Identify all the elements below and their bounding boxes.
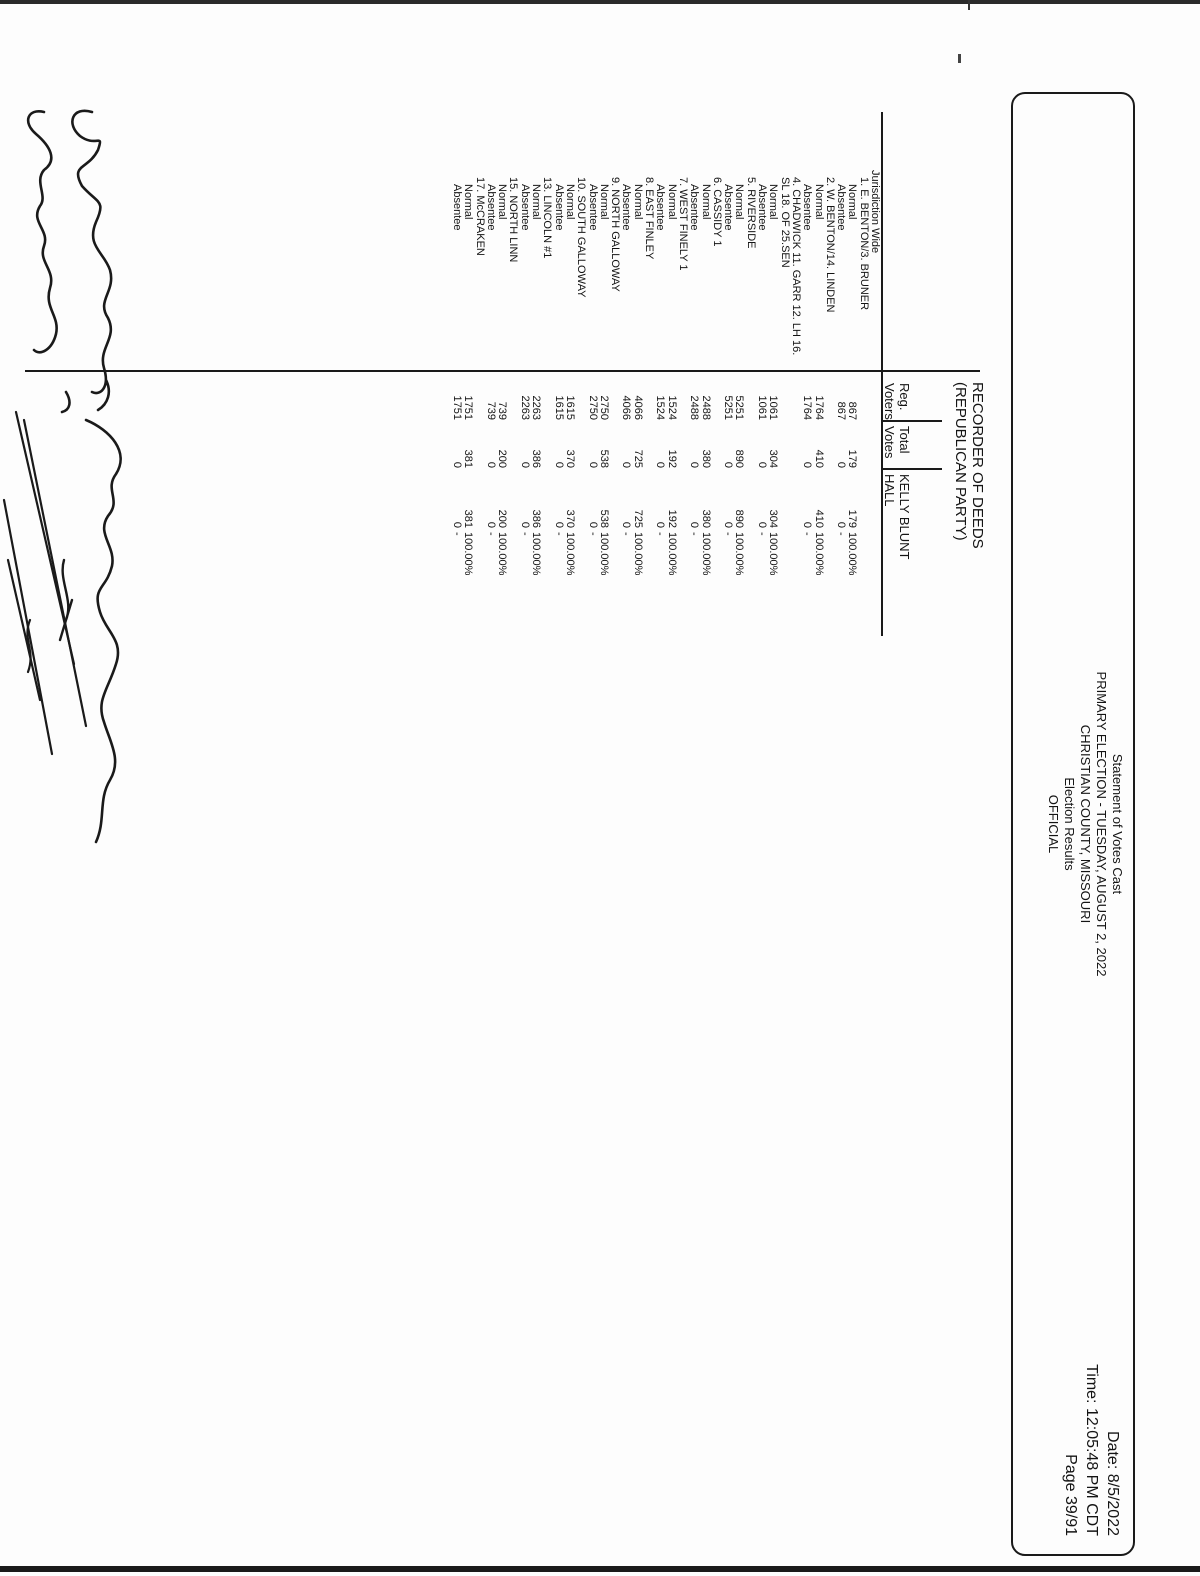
candidate-votes-cell: 0 xyxy=(552,521,565,528)
candidate-votes-cell: 0 xyxy=(620,521,633,528)
candidate-header-line1: KELLY BLUNT xyxy=(897,474,912,560)
total-votes-cell: 0 xyxy=(722,461,735,468)
total-votes-cell: 0 xyxy=(835,461,848,468)
election-name: PRIMARY ELECTION - TUESDAY, AUGUST 2, 2022 xyxy=(1094,671,1109,977)
contest-title: RECORDER OF DEEDS xyxy=(969,382,986,549)
candidate-votes-cell: 192 xyxy=(665,509,678,528)
vote-type-label: Absentee xyxy=(835,184,848,231)
total-votes-cell: 0 xyxy=(484,461,497,468)
candidate-percent-cell: - xyxy=(654,532,667,536)
reg-voters-cell: 1061 xyxy=(767,395,780,420)
reg-voters-cell: 1764 xyxy=(812,395,825,420)
candidate-percent-cell: - xyxy=(484,532,497,536)
page-number: Page 39/91 xyxy=(1062,1454,1079,1536)
candidate-votes-cell: 304 xyxy=(767,509,780,528)
total-votes-cell: 0 xyxy=(756,461,769,468)
reg-voters-cell: 1751 xyxy=(462,395,475,420)
candidate-percent-cell: 100.00% xyxy=(733,532,746,576)
candidate-percent-cell: - xyxy=(451,532,464,536)
vote-type-label: Normal xyxy=(597,184,610,220)
vote-type-label: Absentee xyxy=(484,184,497,231)
precinct-name: 2. W. BENTON/14. LINDEN xyxy=(823,177,836,313)
reg-voters-cell: 2488 xyxy=(688,395,701,420)
candidate-header-line2: HALL xyxy=(882,474,897,507)
vote-type-label: Absentee xyxy=(552,184,565,231)
reg-voters-cell: 739 xyxy=(484,401,497,420)
candidate-votes-cell: 0 xyxy=(654,521,667,528)
candidate-percent-cell: - xyxy=(801,532,814,536)
signature-3 xyxy=(86,420,121,842)
total-votes-cell: 0 xyxy=(451,461,464,468)
reg-voters-cell: 1061 xyxy=(756,395,769,420)
reg-voters-cell: 1615 xyxy=(552,395,565,420)
candidate-votes-cell: 380 xyxy=(699,509,712,528)
vote-type-label: Normal xyxy=(733,184,746,220)
reg-voters-cell: 2263 xyxy=(530,395,543,420)
total-votes-cell: 0 xyxy=(654,461,667,468)
candidate-votes-cell: 0 xyxy=(835,521,848,528)
candidate-percent-cell: 100.00% xyxy=(496,532,509,576)
signature-2 xyxy=(28,111,69,412)
vote-type-label: Normal xyxy=(699,184,712,220)
precinct-name: SL 18. OF 25.SEN xyxy=(778,177,791,268)
candidate-percent-cell: - xyxy=(586,532,599,536)
precinct-name: Jurisdiction Wide xyxy=(869,170,881,254)
vote-type-label: Normal xyxy=(563,184,576,220)
precinct-name: 15. NORTH LINN xyxy=(507,177,520,263)
total-votes-cell: 0 xyxy=(552,461,565,468)
candidate-votes-cell: 725 xyxy=(631,509,644,528)
candidate-percent-cell: - xyxy=(722,532,735,536)
vote-type-label: Normal xyxy=(767,184,780,220)
contest-party: (REPUBLICAN PARTY) xyxy=(952,382,969,541)
candidate-percent-cell: 100.00% xyxy=(846,532,859,576)
candidate-votes-cell: 410 xyxy=(812,509,825,528)
total-votes-cell: 386 xyxy=(530,449,543,468)
vote-type-label: Normal xyxy=(462,184,475,220)
total-votes-cell: 890 xyxy=(733,449,746,468)
county-name: CHRISTIAN COUNTY, MISSOURI xyxy=(1078,724,1093,924)
candidate-percent-cell: 100.00% xyxy=(631,532,644,576)
candidate-votes-cell: 0 xyxy=(484,521,497,528)
candidate-votes-cell: 0 xyxy=(688,521,701,528)
total-votes-cell: 179 xyxy=(846,449,859,468)
candidate-percent-cell: - xyxy=(620,532,633,536)
candidate-percent-cell: - xyxy=(518,532,531,536)
precinct-name: 7. WEST FINELY 1 xyxy=(676,177,689,271)
candidate-votes-cell: 0 xyxy=(518,521,531,528)
vote-type-label: Absentee xyxy=(688,184,701,231)
vote-type-label: Normal xyxy=(631,184,644,220)
total-votes-cell: 725 xyxy=(631,449,644,468)
total-votes-cell: 381 xyxy=(462,449,475,468)
candidate-percent-cell: 100.00% xyxy=(665,532,678,576)
vote-type-label: Absentee xyxy=(722,184,735,231)
candidate-percent-cell: - xyxy=(835,532,848,536)
reg-voters-cell: 739 xyxy=(496,401,509,420)
reg-voters-cell: 2750 xyxy=(597,395,610,420)
candidate-votes-cell: 0 xyxy=(722,521,735,528)
candidate-votes-cell: 0 xyxy=(451,521,464,528)
reg-voters-cell: 4066 xyxy=(631,395,644,420)
reg-voters-header-line1: Reg. xyxy=(897,383,912,411)
signature-stroke xyxy=(8,560,40,700)
precinct-name: 8. EAST FINLEY xyxy=(643,177,656,260)
precinct-name: 4. CHADWICK 11. GARR 12. LH 16. xyxy=(789,177,802,356)
official-label: OFFICIAL xyxy=(1046,794,1061,854)
total-votes-cell: 304 xyxy=(767,449,780,468)
vote-type-label: Absentee xyxy=(586,184,599,231)
candidate-votes-cell: 0 xyxy=(801,521,814,528)
reg-voters-cell: 1764 xyxy=(801,395,814,420)
results-label: Election Results xyxy=(1062,777,1077,871)
vote-type-label: Absentee xyxy=(654,184,667,231)
candidate-votes-cell: 179 xyxy=(846,509,859,528)
precinct-name: 10. SOUTH GALLOWAY xyxy=(575,177,588,298)
total-votes-cell: 0 xyxy=(518,461,531,468)
reg-voters-cell: 1615 xyxy=(563,395,576,420)
candidate-percent-cell: - xyxy=(688,532,701,536)
signature-1 xyxy=(72,111,111,410)
report-title: Statement of Votes Cast xyxy=(1110,753,1125,895)
vote-type-label: Normal xyxy=(812,184,825,220)
candidate-percent-cell: 100.00% xyxy=(462,532,475,576)
candidate-votes-cell: 0 xyxy=(756,521,769,528)
total-votes-cell: 0 xyxy=(586,461,599,468)
vote-type-label: Normal xyxy=(530,184,543,220)
vote-type-label: Absentee xyxy=(801,184,814,231)
total-votes-cell: 192 xyxy=(665,449,678,468)
reg-voters-cell: 1524 xyxy=(665,395,678,420)
total-votes-cell: 380 xyxy=(699,449,712,468)
reg-voters-cell: 5251 xyxy=(722,395,735,420)
vote-type-label: Absentee xyxy=(451,184,464,231)
total-votes-cell: 0 xyxy=(801,461,814,468)
vote-type-label: Absentee xyxy=(756,184,769,231)
reg-voters-cell: 867 xyxy=(835,401,848,420)
candidate-percent-cell: 100.00% xyxy=(812,532,825,576)
reg-voters-cell: 867 xyxy=(846,401,859,420)
total-votes-header-line2: Votes xyxy=(882,426,897,459)
total-votes-cell: 538 xyxy=(597,449,610,468)
candidate-votes-cell: 386 xyxy=(530,509,543,528)
total-votes-cell: 0 xyxy=(688,461,701,468)
precinct-name: 6. CASSIDY 1 xyxy=(710,177,723,247)
candidate-percent-cell: 100.00% xyxy=(530,532,543,576)
candidate-percent-cell: 100.00% xyxy=(597,532,610,576)
report-time: Time: 12:05:48 PM CDT xyxy=(1083,1364,1100,1536)
total-votes-cell: 410 xyxy=(812,449,825,468)
vote-type-label: Absentee xyxy=(620,184,633,231)
candidate-percent-cell: 100.00% xyxy=(563,532,576,576)
vote-type-label: Normal xyxy=(665,184,678,220)
total-votes-cell: 370 xyxy=(563,449,576,468)
candidate-percent-cell: - xyxy=(756,532,769,536)
candidate-percent-cell: 100.00% xyxy=(699,532,712,576)
precinct-name: 17. McCRAKEN xyxy=(473,177,486,256)
signature-stroke xyxy=(24,420,86,726)
reg-voters-cell: 2488 xyxy=(699,395,712,420)
reg-voters-cell: 1751 xyxy=(451,395,464,420)
reg-voters-header-line2: Voters xyxy=(882,383,897,420)
reg-voters-cell: 5251 xyxy=(733,395,746,420)
reg-voters-cell: 1524 xyxy=(654,395,667,420)
report-date: Date: 8/5/2022 xyxy=(1104,1431,1121,1536)
candidate-votes-cell: 890 xyxy=(733,509,746,528)
total-votes-cell: 200 xyxy=(496,449,509,468)
reg-voters-cell: 4066 xyxy=(620,395,633,420)
candidate-percent-cell: - xyxy=(552,532,565,536)
precinct-name: 1. E. BENTON/3. BRUNER xyxy=(857,177,870,311)
candidate-votes-cell: 200 xyxy=(496,509,509,528)
candidate-votes-cell: 0 xyxy=(586,521,599,528)
reg-voters-cell: 2750 xyxy=(586,395,599,420)
precinct-name: 5. RIVERSIDE xyxy=(744,177,757,249)
candidate-votes-cell: 381 xyxy=(462,509,475,528)
reg-voters-cell: 2263 xyxy=(518,395,531,420)
precinct-name: 13. LINCOLN #1 xyxy=(541,177,554,259)
precinct-name: 9. NORTH GALLOWAY xyxy=(609,177,622,292)
total-votes-cell: 0 xyxy=(620,461,633,468)
total-votes-header-line1: Total xyxy=(897,426,912,454)
vote-type-label: Normal xyxy=(846,184,859,220)
candidate-votes-cell: 370 xyxy=(563,509,576,528)
candidate-percent-cell: 100.00% xyxy=(767,532,780,576)
candidate-votes-cell: 538 xyxy=(597,509,610,528)
vote-type-label: Absentee xyxy=(518,184,531,231)
vote-type-label: Normal xyxy=(496,184,509,220)
